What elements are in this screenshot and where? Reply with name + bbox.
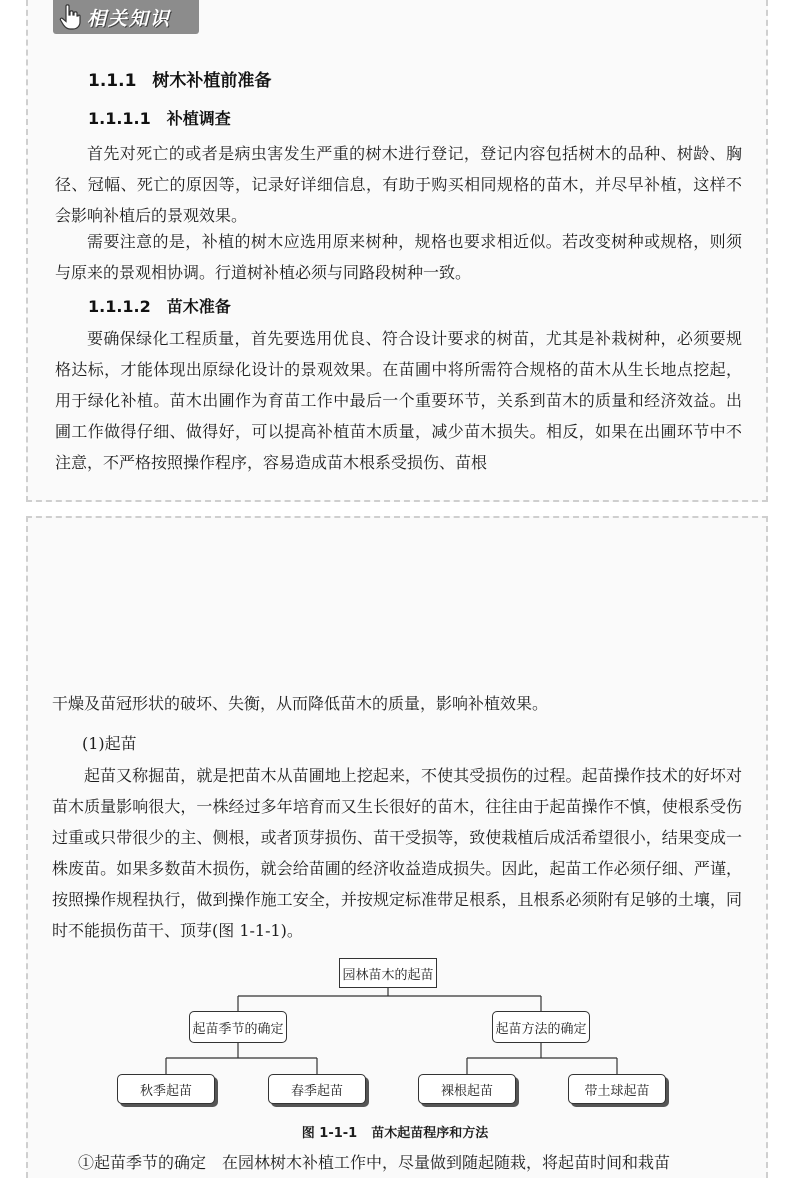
flowchart-root-node: 园林苗木的起苗 — [339, 958, 437, 988]
paragraph-seedling-prep: 要确保绿化工程质量，首先要选用优良、符合设计要求的树苗，尤其是补栽树种，必须要规格达标，才能体现出原绿化设计的景观效果。在苗圃中将所需符合规格的苗木从生长地点挖起，用于绿化补植。苗木出圃作为育苗工作中最后一个重要环节，关系到苗木的质量和经济效益。出圃工作做得仔细、做得好，可以提高补植苗木质量，减少苗木损失。相反，如果在出圃环节中不注意，不严格按照操作程序，容易造成苗木根系受损伤、苗根 — [55, 329, 742, 472]
subsection-2-number: 1.1.1.2 — [88, 297, 151, 316]
flowchart-node-soil-ball: 带土球起苗 — [568, 1074, 666, 1104]
paragraph-continuation: 干燥及苗冠形状的破坏、失衡，从而降低苗木的质量，影响补植效果。 — [52, 694, 549, 713]
flowchart-node-season: 起苗季节的确定 — [189, 1011, 287, 1043]
subsection-1-number: 1.1.1.1 — [88, 109, 151, 128]
figure-caption-title: 苗木起苗程序和方法 — [371, 1126, 489, 1141]
flowchart-node-bare-root: 裸根起苗 — [418, 1074, 516, 1104]
figure-caption-number: 图 1-1-1 — [301, 1126, 358, 1141]
flowchart-node-autumn: 秋季起苗 — [117, 1074, 215, 1104]
paragraph-species-note: 需要注意的是，补植的树木应选用原来树种，规格也要求相近似。若改变树种或规格，则须与原来的景观相协调。行道树补植必须与同路段树种一致。 — [55, 232, 742, 282]
subsection-1-title: 补植调查 — [166, 109, 231, 128]
flowchart-node-spring: 春季起苗 — [268, 1074, 366, 1104]
flowchart-node-method: 起苗方法的确定 — [492, 1011, 590, 1043]
paragraph-lifting: 起苗又称掘苗，就是把苗木从苗圃地上挖起来，不使其受损伤的过程。起苗操作技术的好坏对苗木质量影响很大，一株经过多年培育而又生长很好的苗木，往往由于起苗操作不慎，使根系受伤过重或只带很少的主、侧根，或者顶芽损伤、苗干受损等，致使栽植后成活希望很小，结果变成一株废苗。如果多数苗木损伤，就会给苗圃的经济收益造成损失。因此，起苗工作必须仔细、严谨，按照操作规程执行，做到操作施工安全，并按规定标准带足根系，且根系必须附有足够的土壤，同时不能损伤苗干、顶芽(图 1-1-1)。 — [52, 766, 742, 940]
badge-title: 相关知识 — [87, 7, 172, 30]
section-title: 树木补植前准备 — [152, 71, 272, 91]
subheading-lifting: (1)起苗 — [82, 734, 137, 753]
section-number: 1.1.1 — [88, 71, 137, 91]
paragraph-survey: 首先对死亡的或者是病虫害发生严重的树木进行登记，登记内容包括树木的品种、树龄、胸径、冠幅、死亡的原因等，记录好详细信息，有助于购买相同规格的苗木，并尽早补植，这样不会影响补植后的景观效果。 — [55, 144, 742, 225]
cut-off-line: ①起苗季节的确定 在园林树木补植工作中，尽量做到随起随栽，将起苗时间和栽苗 — [78, 1153, 671, 1172]
figure-caption — [0, 1122, 790, 1141]
subsection-2-title: 苗木准备 — [166, 297, 231, 316]
